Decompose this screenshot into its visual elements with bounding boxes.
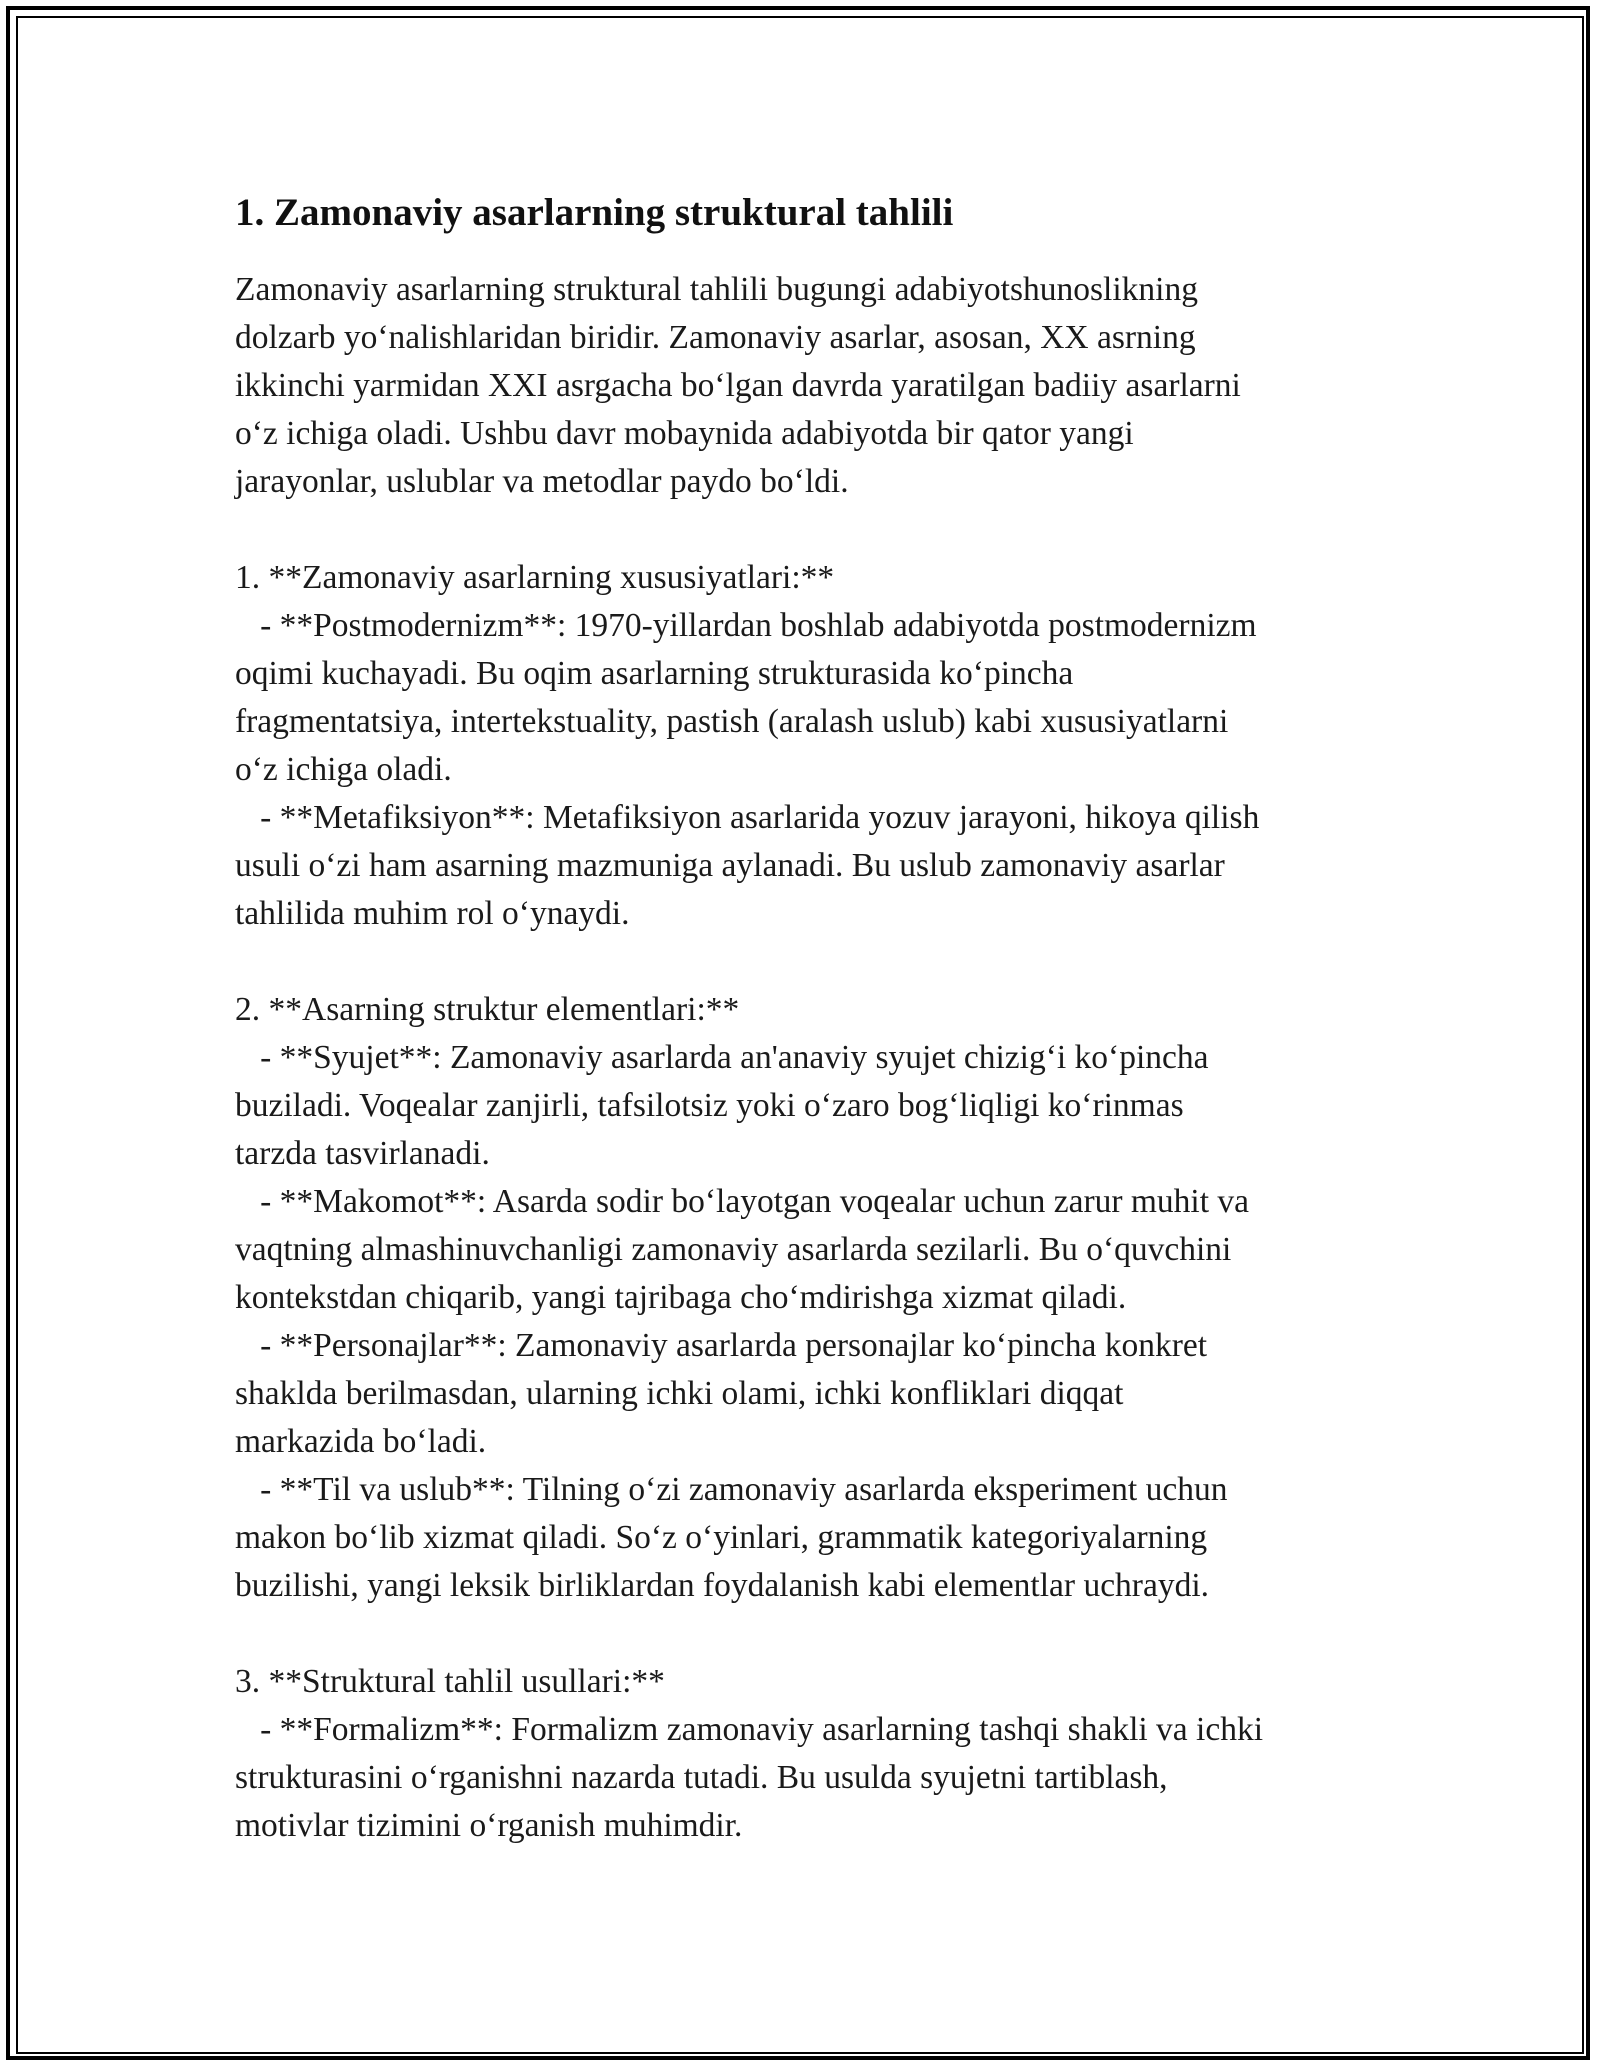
section-title: 2. **Asarning struktur elementlari:** xyxy=(235,991,740,1028)
section-features xyxy=(235,554,1395,938)
intro-line: dolzarb yo‘nalishlaridan biridir. Zamonaviy asarlar, asosan, XX asrning xyxy=(235,319,1196,356)
list-item-metafiksiyon: - **Metafiksiyon**: Metafiksiyon asarlarida yozuv jarayoni, hikoya qilish usuli o‘zi ham asarning mazmuniga aylanadi. Bu uslub zamonaviy asarlar tahlilida muhim rol o‘ynaydi. xyxy=(235,799,1260,932)
list-item-postmodernizm: - **Postmodernizm**: 1970-yillardan boshlab adabiyotda postmodernizm oqimi kuchayadi. Bu oqim asarlarning strukturasida ko‘pincha fragmentatsiya, intertekstuality, pastish (aralash uslub) kabi xususiyatlarni o‘z ichiga oladi. xyxy=(235,607,1257,788)
intro-paragraph xyxy=(235,266,1395,506)
document-body xyxy=(235,186,1395,1850)
intro-line: Zamonaviy asarlarning struktural tahlili bugungi adabiyotshunoslikning xyxy=(235,271,1198,308)
intro-line: o‘z ichiga oladi. Ushbu davr mobaynida adabiyotda bir qator yangi xyxy=(235,415,1134,452)
intro-line: jarayonlar, uslublar va metodlar paydo bo‘ldi. xyxy=(235,463,849,500)
section-structure-elements xyxy=(235,986,1395,1610)
intro-line: ikkinchi yarmidan XXI asrgacha bo‘lgan davrda yaratilgan badiiy asarlarni xyxy=(235,367,1241,404)
list-item-personajlar: - **Personajlar**: Zamonaviy asarlarda personajlar ko‘pincha konkret shaklda berilmasdan, ularning ichki olami, ichki konfliklari diqqat markazida bo‘ladi. xyxy=(235,1327,1208,1460)
section-analysis-methods xyxy=(235,1658,1395,1850)
document-heading: 1. Zamonaviy asarlarning struktural tahlili xyxy=(235,191,954,234)
list-item-syujet: - **Syujet**: Zamonaviy asarlarda an'anaviy syujet chizig‘i ko‘pincha buziladi. Voqealar zanjirli, tafsilotsiz yoki o‘zaro bog‘liqligi ko‘rinmas tarzda tasvirlanadi. xyxy=(235,1039,1209,1172)
list-item-formalizm: - **Formalizm**: Formalizm zamonaviy asarlarning tashqi shakli va ichki strukturasini o‘rganishni nazarda tutadi. Bu usulda syujetni tartiblash, motivlar tizimini o‘rganish muhimdir. xyxy=(235,1711,1264,1844)
list-item-til-va-uslub: - **Til va uslub**: Tilning o‘zi zamonaviy asarlarda eksperiment uchun makon bo‘lib xizmat qiladi. So‘z o‘yinlari, grammatik kategoriyalarning buzilishi, yangi leksik birliklardan foydalanish kabi elementlar uchraydi. xyxy=(235,1471,1228,1604)
list-item-makomot: - **Makomot**: Asarda sodir bo‘layotgan voqealar uchun zarur muhit va vaqtning almashinuvchanligi zamonaviy asarlarda sezilarli. Bu o‘quvchini kontekstdan chiqarib, yangi tajribaga cho‘mdirishga xizmat qiladi. xyxy=(235,1183,1250,1316)
section-title: 1. **Zamonaviy asarlarning xususiyatlari:** xyxy=(235,559,835,596)
section-title: 3. **Struktural tahlil usullari:** xyxy=(235,1663,665,1700)
